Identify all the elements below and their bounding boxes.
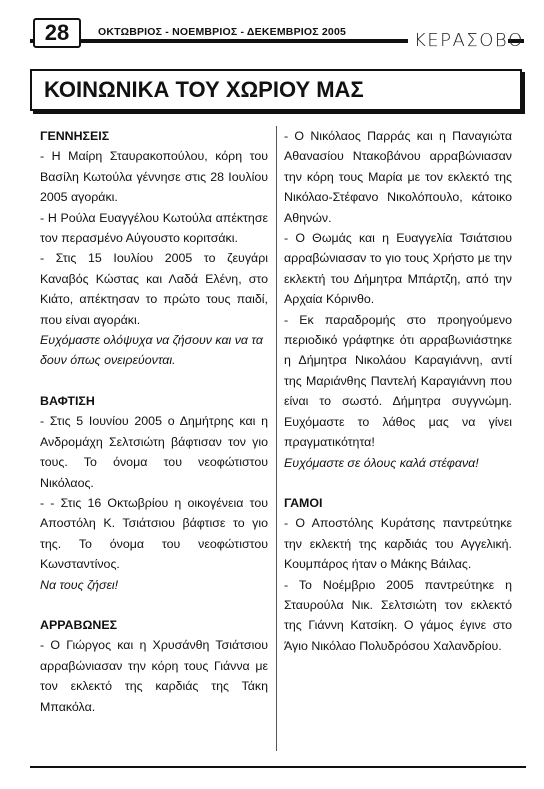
engagement-item: - Ο Θωμάς και η Ευαγγελία Τσιάτσιου αρραβώνιασαν το γιο τους Χρήστο με την εκλεκτή του Δήμητρα Μπάρτζη, από την Αρχαία Κόρινθο.	[284, 231, 512, 307]
page-number: 28	[33, 18, 81, 48]
page-header	[0, 0, 544, 60]
birth-item: - Η Μαίρη Σταυρακοπούλου, κόρη του Βασίλη Κωτούλα γέννησε στις 28 Ιουλίου 2005 αγοράκι.	[40, 149, 268, 205]
page-title: ΚΟΙΝΩΝΙΚΑ ΤΟΥ ΧΩΡΙΟΥ ΜΑΣ	[30, 69, 522, 111]
births-wish: Ευχόμαστε ολόψυχα να ζήσουν και να τα δουν όπως ονειρεύονται.	[40, 333, 263, 368]
engagements-wish: Ευχόμαστε σε όλους καλά στέφανα!	[284, 455, 479, 470]
issue-date: ΟΚΤΩΒΡΙΟΣ - ΝΟΕΜΒΡΙΟΣ - ΔΕΚΕΜΒΡΙΟΣ 2005	[98, 26, 347, 38]
birth-item: - Η Ρούλα Ευαγγέλου Κωτούλα απέκτησε τον περασμένο Αύγουστο κοριτσάκι.	[40, 210, 268, 246]
footer-rule	[30, 766, 526, 768]
weddings-heading: ΓΑΜΟΙ	[284, 495, 323, 510]
baptism-item: - Στις 5 Ιουνίου 2005 ο Δημήτρης και η Ανδρομάχη Σελτσιώτη βάφτισαν τον γιο τους. Το όνομα του νεοφώτιστου Νικόλαος.	[40, 414, 268, 490]
baptism-item: - - Στις 16 Οκτωβρίου η οικογένεια του Αποστόλη Κ. Τσιάτσιου βάφτισε το γιο της. Το όνομα του νεοφώτιστου Κωνσταντίνος.	[40, 495, 268, 572]
engagements-heading: ΑΡΡΑΒΩΝΕΣ	[40, 617, 118, 632]
column-divider	[276, 126, 277, 751]
baptism-wish: Να τους ζήσει!	[40, 577, 119, 592]
wedding-item: - Το Νοέμβριο 2005 παντρεύτηκε η Σταυρούλα Νικ. Σελτσιώτη τον εκλεκτό της Γιάννη Κατσίκη. Ο γάμος έγινε στο Άγιο Νικόλαο Πολυδρόσου Χαλανδρίου.	[284, 577, 512, 653]
correction-item: - Εκ παραδρομής στο προηγούμενο περιοδικό γράφτηκε ότι αρραβωνιάστηκε η Δήμητρα Νικολάου Καραγιάννη, αντί της Μαριάνθης Παντελή Καραγιάννη που είναι το σωστό. Δήμητρα συγγνώμη. Ευχόμαστε το λάθος μας να γίνει πραγματικότητα!	[284, 312, 512, 450]
wedding-item: - Ο Αποστόλης Κυράτσης παντρεύτηκε την εκλεκτή της καρδιάς του Αγγελική. Κουμπάρος ήταν ο Μάκης Βάιλας.	[284, 516, 512, 572]
baptism-heading: ΒΑΦΤΙΣΗ	[40, 393, 95, 408]
engagement-item: - Ο Γιώργος και η Χρυσάνθη Τσιάτσιου αρραβώνιασαν την κόρη τους Γιάννα με τον εκλεκτό της καρδιάς της Τάκη Μπακόλα.	[40, 638, 268, 714]
header-rule	[30, 39, 408, 43]
magazine-name: ΚΕΡΑΣΟΒΟ	[414, 30, 524, 51]
left-column	[40, 126, 268, 717]
birth-item: - Στις 15 Ιουλίου 2005 το ζευγάρι Καναβός Κώστας και Λαδά Ελένη, στο Κιάτο, απέκτησαν το πρώτο τους παιδί, που είναι αγοράκι.	[40, 251, 268, 327]
right-column	[284, 126, 512, 656]
births-heading: ΓΕΝΝΗΣΕΙΣ	[40, 129, 110, 143]
engagement-item: - Ο Νικόλαος Παρράς και η Παναγιώτα Αθανασίου Ντακοβάνου αρραβώνιασαν την κόρη τους Μαρία με τον εκλεκτό της Νικόλαο-Στέφανο Νικολόπουλο, κάτοικο Αθηνών.	[284, 129, 512, 225]
